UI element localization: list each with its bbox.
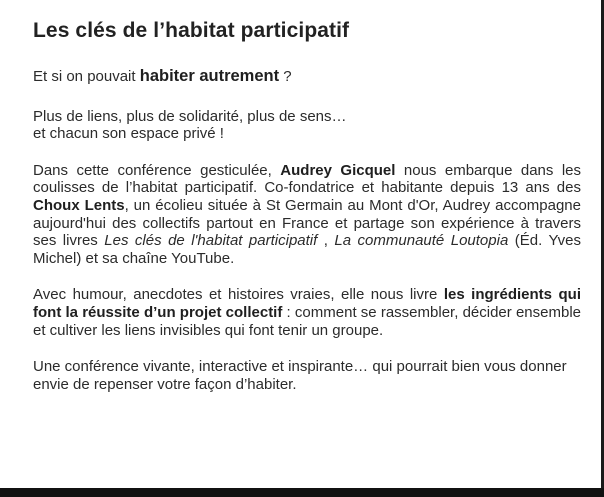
book-title-1: Les clés de l'habitat participatif — [104, 232, 318, 250]
presentation-text-3: , un écolieu située à St Germain au Mont d'Or, Audrey accompagne aujourd'hui des collectifs partout en France et partage son expérience à travers ses livres — [33, 196, 581, 250]
humour-text-1: Avec humour, anecdotes et histoires vraies, elle nous livre — [33, 286, 444, 304]
lead-line-2: et chacun son espace privé ! — [33, 125, 224, 143]
presentation-text-5: (Éd. Yves Michel) et sa chaîne YouTube. — [33, 232, 581, 267]
ecolieu-name: Choux Lents — [33, 196, 125, 214]
speaker-name: Audrey Gicquel — [280, 161, 396, 179]
book-title-2: La communauté Loutopia — [334, 232, 509, 250]
document-body — [33, 68, 581, 393]
intro-text-after: ? — [279, 68, 292, 85]
closing-paragraph: Une conférence vivante, interactive et inspirante… qui pourrait bien vous donner envie de repenser votre façon d’habiter. — [33, 358, 567, 393]
intro-text-before: Et si on pouvait — [33, 68, 140, 85]
presentation-text-1: Dans cette conférence gesticulée, — [33, 161, 281, 179]
lead-line-1: Plus de liens, plus de solidarité, plus de sens… — [33, 107, 347, 125]
lead-paragraph — [33, 108, 581, 143]
intro-line — [33, 68, 581, 86]
humour-paragraph — [33, 286, 581, 339]
presentation-text-2: nous embarque dans les coulisses de l’habitat participatif. Co-fondatrice et habitante depuis 13 ans des — [33, 161, 582, 197]
presentation-paragraph — [33, 162, 581, 268]
document-title: Les clés de l’habitat participatif — [33, 19, 350, 42]
presentation-text-4: , — [317, 232, 335, 250]
scan-edge-bottom — [0, 488, 604, 497]
ingredients-emphasis: les ingrédients qui font la réussite d’un projet collectif — [33, 286, 581, 321]
humour-text-2: : comment se rassembler, décider ensemble et cultiver les liens invisibles qui font tenir un groupe. — [33, 303, 582, 339]
intro-emphasis: habiter autrement — [139, 67, 280, 85]
